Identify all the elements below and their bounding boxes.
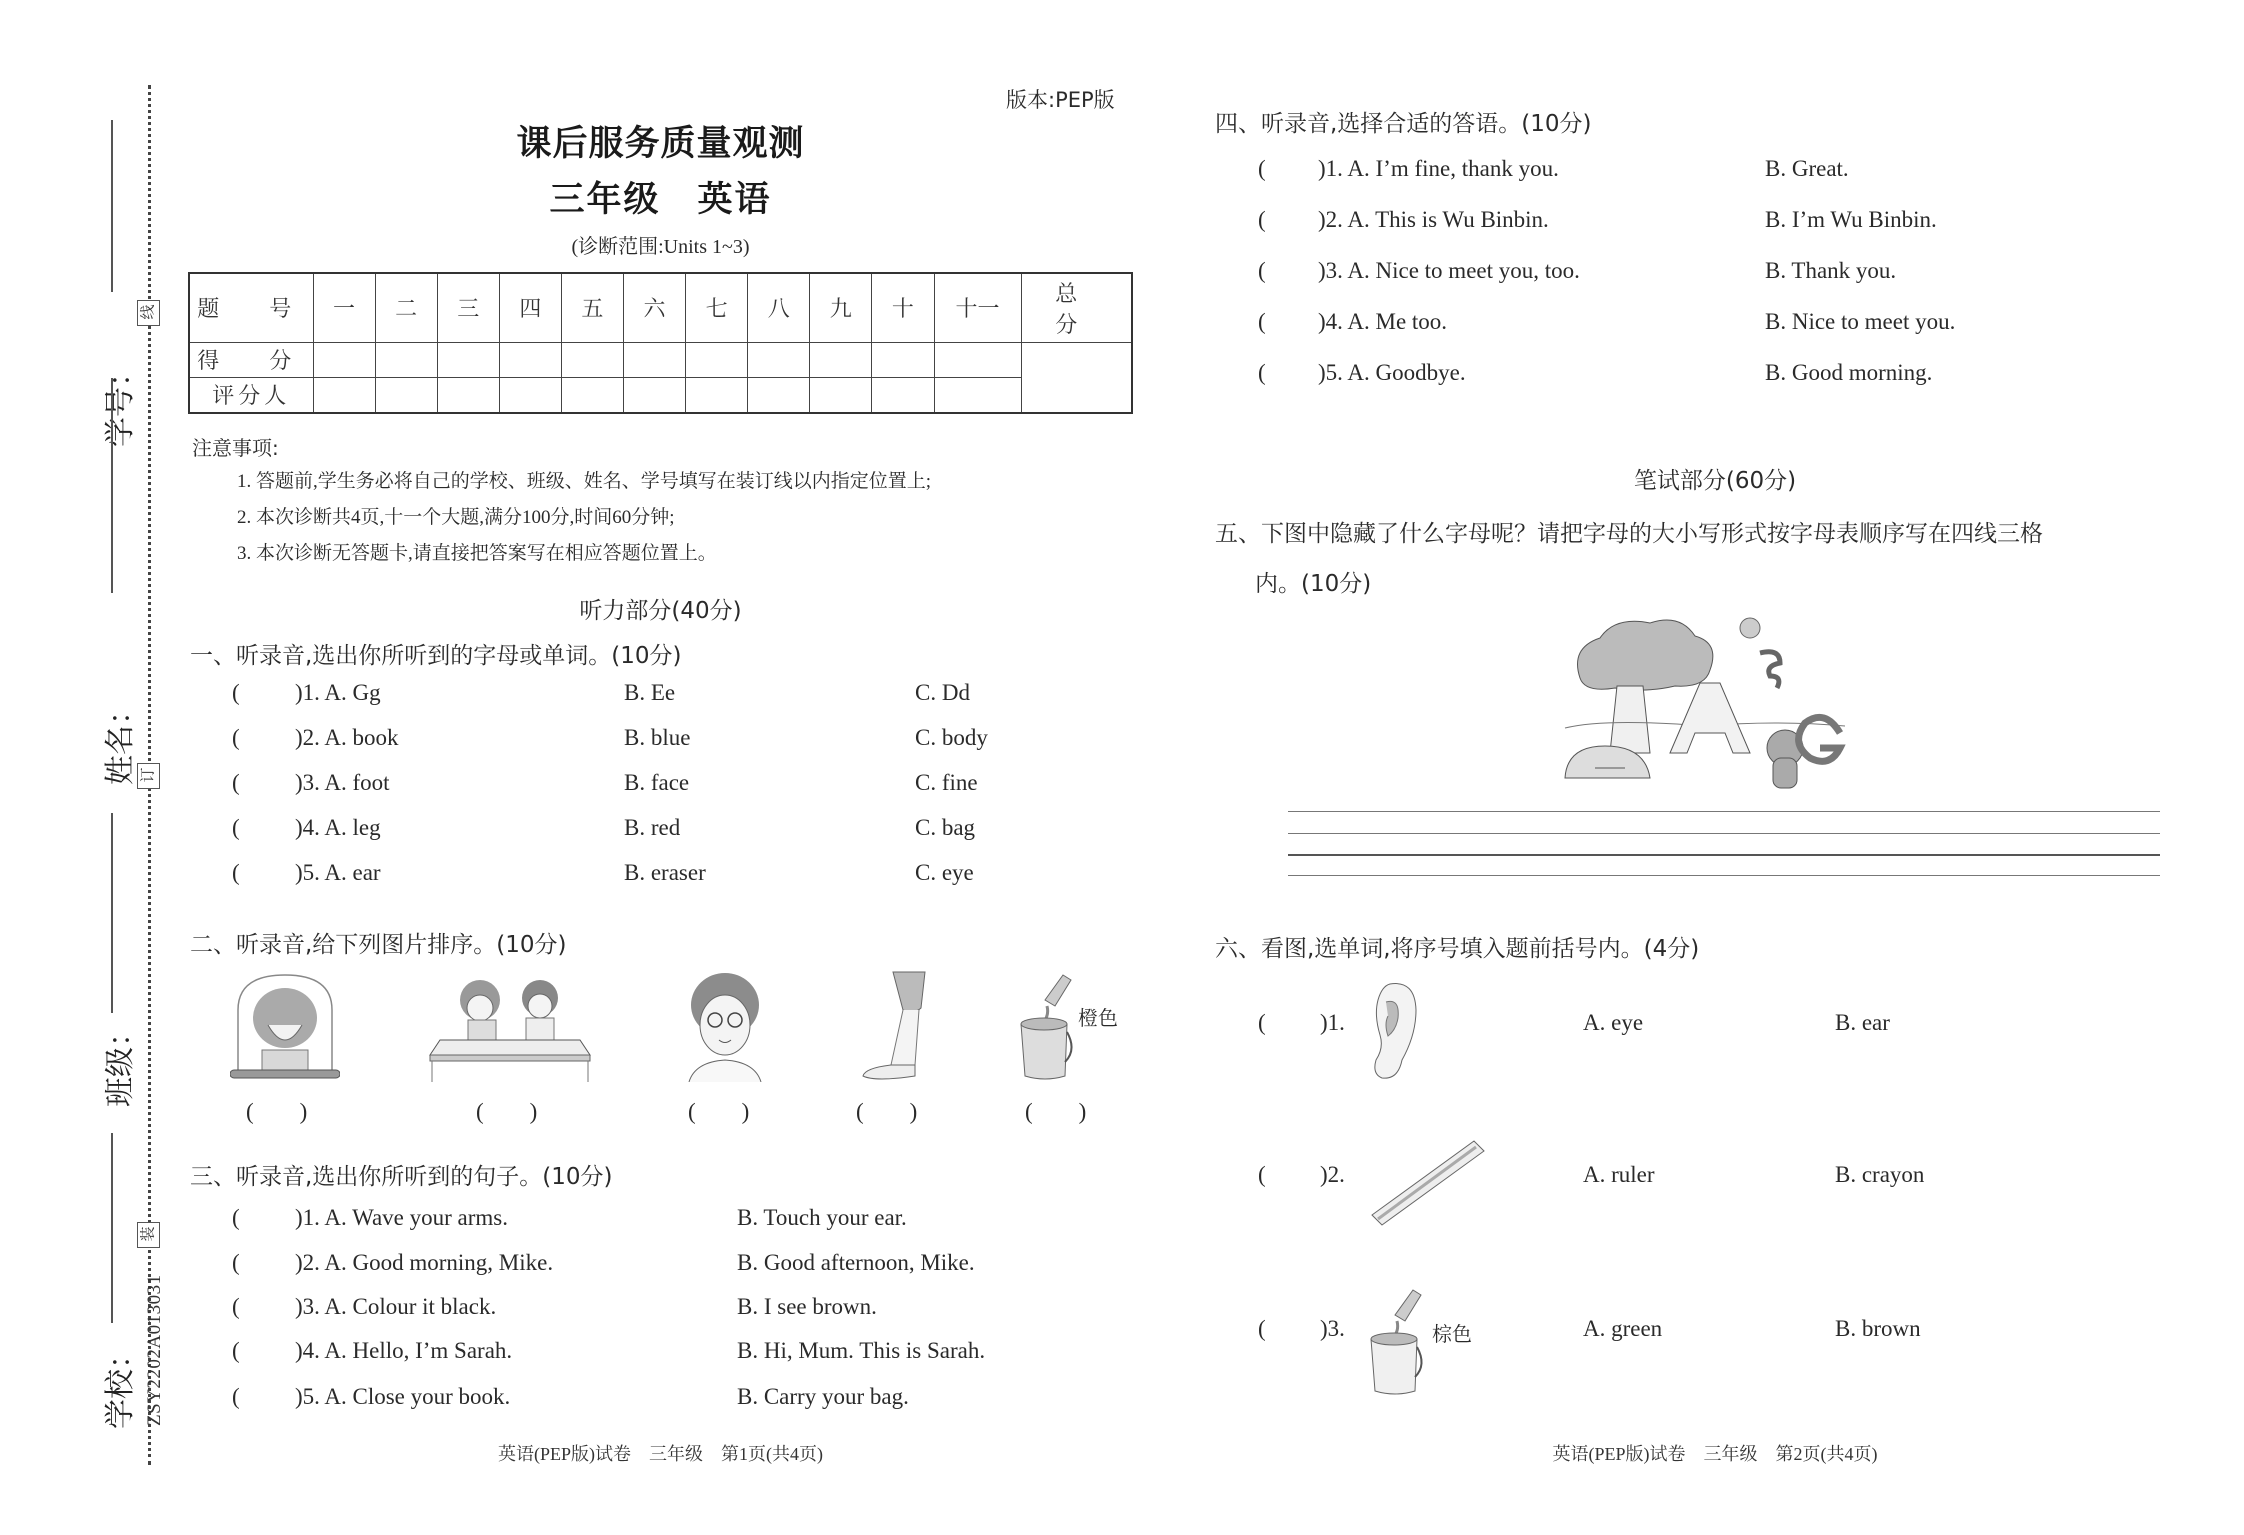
column-header: 八 <box>748 273 810 342</box>
writing-part-title: 笔试部分(60分) <box>1633 468 1797 494</box>
brown-paint-bucket-picture <box>1365 1285 1435 1397</box>
column-header: 七 <box>686 273 748 342</box>
notice-item: 1. 答题前,学生务必将自己的学校、班级、姓名、学号填写在装订线以内指定位置上; <box>237 471 932 492</box>
answer-paren[interactable]: ( <box>232 1384 240 1409</box>
question-number: )1. <box>1320 1010 1345 1035</box>
page-1-footer: 英语(PEP版)试卷 三年级 第1页(共4页) <box>498 1444 823 1464</box>
option-a[interactable]: )3. A. Nice to meet you, too. <box>1318 258 1580 283</box>
grader-cell[interactable] <box>686 377 748 413</box>
score-table <box>188 272 1140 414</box>
exam-title: 课后服务质量观测 <box>516 124 805 164</box>
row-header-question-number: 题 号 <box>189 273 313 342</box>
section-4-title: 四、听录音,选择合适的答语。(10分) <box>1215 111 1592 137</box>
score-table-header-row <box>189 273 1132 342</box>
answer-paren[interactable]: ( <box>1258 207 1266 232</box>
page-2-footer: 英语(PEP版)试卷 三年级 第2页(共4页) <box>1552 1444 1878 1464</box>
column-header: 三 <box>437 273 499 342</box>
answer-paren[interactable]: ( <box>232 725 240 750</box>
answer-paren[interactable]: ( <box>1258 309 1266 334</box>
section-1-title: 一、听录音,选出你所听到的字母或单词。(10分) <box>190 643 682 669</box>
listening-part-title: 听力部分(40分) <box>579 598 742 624</box>
grader-cell[interactable] <box>561 377 623 413</box>
answer-paren[interactable]: ( <box>232 770 240 795</box>
option-b[interactable]: B. Touch your ear. <box>737 1205 907 1230</box>
option-b[interactable]: B. Ee <box>624 680 676 705</box>
section-3-title: 三、听录音,选出你所听到的句子。(10分) <box>190 1164 613 1190</box>
binding-mark-text: 线 <box>140 304 157 320</box>
column-header: 六 <box>623 273 685 342</box>
section-5-title-line1: 五、下图中隐藏了什么字母呢？请把字母的大小写形式按字母表顺序写在四线三格 <box>1215 521 2043 547</box>
option-a[interactable]: )4. A. Me too. <box>1318 309 1448 334</box>
student-id-field[interactable] <box>111 120 113 292</box>
option-b[interactable]: B. Hi, Mum. This is Sarah. <box>737 1338 986 1363</box>
option-a[interactable]: )1. A. Gg <box>295 680 381 705</box>
binding-mark-order <box>137 763 160 789</box>
option-a[interactable]: A. eye <box>1583 1010 1644 1035</box>
option-c[interactable]: C. fine <box>915 770 978 795</box>
grader-cell[interactable] <box>375 377 437 413</box>
option-b[interactable]: B. ear <box>1835 1010 1890 1035</box>
picture-order-blank[interactable]: ( ) <box>688 1099 750 1124</box>
ruler-picture <box>1368 1137 1488 1227</box>
grader-row <box>189 377 1132 413</box>
notice-title: 注意事项: <box>192 436 279 460</box>
notice-item: 2. 本次诊断共4页,十一个大题,满分100分,时间60分钟; <box>237 507 675 528</box>
option-a[interactable]: )1. A. I’m fine, thank you. <box>1318 156 1559 181</box>
class-label: 班级： <box>104 1017 137 1107</box>
option-a[interactable]: )1. A. Wave your arms. <box>295 1205 508 1230</box>
option-c[interactable]: C. eye <box>915 860 974 885</box>
total-score-header: 总 分 <box>1021 273 1132 342</box>
diagnosis-scope: (诊断范围:Units 1~3) <box>571 236 750 258</box>
option-b[interactable]: B. blue <box>624 725 691 750</box>
option-a[interactable]: )2. A. Good morning, Mike. <box>295 1250 554 1275</box>
picture-order-blank[interactable]: ( ) <box>476 1099 538 1124</box>
section-6-title: 六、看图,选单词,将序号填入题前括号内。(4分) <box>1215 936 1700 962</box>
score-cell[interactable] <box>623 342 685 377</box>
exam-code: ZSY2202A013031 <box>144 1274 165 1426</box>
option-a[interactable]: A. green <box>1583 1316 1663 1341</box>
brown-caption: 棕色 <box>1432 1324 1472 1346</box>
section-2-title: 二、听录音,给下列图片排序。(10分) <box>190 932 567 958</box>
binding-mark-line <box>137 300 160 326</box>
four-line-grid-writing-area[interactable] <box>1288 810 2160 878</box>
student-name-label: 姓名： <box>104 695 137 785</box>
option-b[interactable]: B. Nice to meet you. <box>1765 309 1956 334</box>
answer-paren[interactable]: ( <box>1258 360 1266 385</box>
grade-subject-title: 三年级 英语 <box>549 180 772 220</box>
school-label: 学校： <box>104 1339 137 1429</box>
score-cell[interactable] <box>375 342 437 377</box>
option-b[interactable]: B. I’m Wu Binbin. <box>1765 207 1937 232</box>
answer-paren[interactable]: ( <box>232 860 240 885</box>
score-cell[interactable] <box>934 342 1021 377</box>
orange-caption: 橙色 <box>1078 1008 1118 1030</box>
version-label: 版本:PEP版 <box>1006 88 1115 112</box>
option-a[interactable]: )2. A. book <box>295 725 399 750</box>
score-cell[interactable] <box>748 342 810 377</box>
option-b[interactable]: B. face <box>624 770 690 795</box>
row-header-grader: 评分人 <box>189 377 313 413</box>
option-a[interactable]: )2. A. This is Wu Binbin. <box>1318 207 1549 232</box>
option-c[interactable]: C. Dd <box>915 680 970 705</box>
column-header: 二 <box>375 273 437 342</box>
total-score-cell[interactable] <box>1021 342 1132 413</box>
option-b[interactable]: B. crayon <box>1835 1162 1925 1187</box>
class-field[interactable] <box>111 813 113 1013</box>
section-5-title-line2: 内。(10分) <box>1255 571 1372 597</box>
option-c[interactable]: C. bag <box>915 815 976 840</box>
option-a[interactable]: )3. A. Colour it black. <box>295 1294 497 1319</box>
score-cell[interactable] <box>561 342 623 377</box>
column-header: 十 <box>872 273 934 342</box>
answer-paren[interactable]: ( <box>232 1250 240 1275</box>
column-header: 四 <box>499 273 561 342</box>
two-kids-at-desk-picture <box>428 970 593 1082</box>
score-cell[interactable] <box>499 342 561 377</box>
binding-mark-bind <box>137 1222 160 1248</box>
grader-cell[interactable] <box>934 377 1021 413</box>
answer-paren[interactable]: ( <box>1258 258 1266 283</box>
binding-mark-text: 装 <box>140 1226 157 1242</box>
option-c[interactable]: C. body <box>915 725 988 750</box>
option-a[interactable]: )4. A. leg <box>295 815 381 840</box>
score-row <box>189 342 1132 377</box>
grader-cell[interactable] <box>313 377 375 413</box>
notice-item: 3. 本次诊断无答题卡,请直接把答案写在相应答题位置上。 <box>237 543 717 564</box>
score-cell[interactable] <box>872 342 934 377</box>
grader-cell[interactable] <box>872 377 934 413</box>
option-b[interactable]: B. Good afternoon, Mike. <box>737 1250 975 1275</box>
answer-paren[interactable]: ( <box>232 815 240 840</box>
answer-paren[interactable]: ( <box>1258 1316 1266 1341</box>
school-field[interactable] <box>111 1133 113 1323</box>
score-cell[interactable] <box>437 342 499 377</box>
answer-paren[interactable]: ( <box>1258 1010 1266 1035</box>
score-cell[interactable] <box>810 342 872 377</box>
option-b[interactable]: B. Good morning. <box>1765 360 1933 385</box>
score-cell[interactable] <box>313 342 375 377</box>
answer-paren[interactable]: ( <box>1258 156 1266 181</box>
leg-foot-picture <box>855 970 935 1082</box>
picture-order-blank[interactable]: ( ) <box>246 1099 308 1124</box>
student-id-label: 学号： <box>104 357 137 447</box>
option-b[interactable]: B. eraser <box>624 860 706 885</box>
student-name-field[interactable] <box>111 378 113 593</box>
orange-paint-bucket-picture <box>1015 970 1075 1082</box>
answer-paren[interactable]: ( <box>232 1294 240 1319</box>
option-a[interactable]: )5. A. Goodbye. <box>1318 360 1466 385</box>
grader-cell[interactable] <box>623 377 685 413</box>
column-header: 五 <box>561 273 623 342</box>
score-cell[interactable] <box>686 342 748 377</box>
boy-with-glasses-picture <box>685 970 765 1082</box>
grader-cell[interactable] <box>748 377 810 413</box>
option-b[interactable]: B. I see brown. <box>737 1294 877 1319</box>
option-b[interactable]: B. brown <box>1835 1316 1921 1341</box>
answer-paren[interactable]: ( <box>232 1205 240 1230</box>
girl-at-window-picture <box>230 970 340 1082</box>
ear-picture <box>1370 980 1420 1085</box>
column-header: 九 <box>810 273 872 342</box>
option-a[interactable]: )5. A. ear <box>295 860 381 885</box>
grader-cell[interactable] <box>499 377 561 413</box>
picture-order-blank[interactable]: ( ) <box>856 1099 918 1124</box>
option-b[interactable]: B. Carry your bag. <box>737 1384 909 1409</box>
answer-paren[interactable]: ( <box>1258 1162 1266 1187</box>
grader-cell[interactable] <box>810 377 872 413</box>
answer-paren[interactable]: ( <box>232 680 240 705</box>
grader-cell[interactable] <box>437 377 499 413</box>
option-b[interactable]: B. Great. <box>1765 156 1849 181</box>
option-a[interactable]: A. ruler <box>1583 1162 1655 1187</box>
option-b[interactable]: B. red <box>624 815 681 840</box>
answer-paren[interactable]: ( <box>232 1338 240 1363</box>
hidden-letters-scene-picture <box>1555 608 1855 793</box>
option-a[interactable]: )4. A. Hello, I’m Sarah. <box>295 1338 513 1363</box>
binding-mark-text: 订 <box>140 767 157 783</box>
option-b[interactable]: B. Thank you. <box>1765 258 1897 283</box>
column-header: 一 <box>313 273 375 342</box>
option-a[interactable]: )3. A. foot <box>295 770 390 795</box>
question-number: )3. <box>1320 1316 1345 1341</box>
column-header: 十一 <box>934 273 1021 342</box>
question-number: )2. <box>1320 1162 1345 1187</box>
picture-order-blank[interactable]: ( ) <box>1025 1099 1087 1124</box>
option-a[interactable]: )5. A. Close your book. <box>295 1384 511 1409</box>
row-header-score: 得 分 <box>189 342 313 377</box>
